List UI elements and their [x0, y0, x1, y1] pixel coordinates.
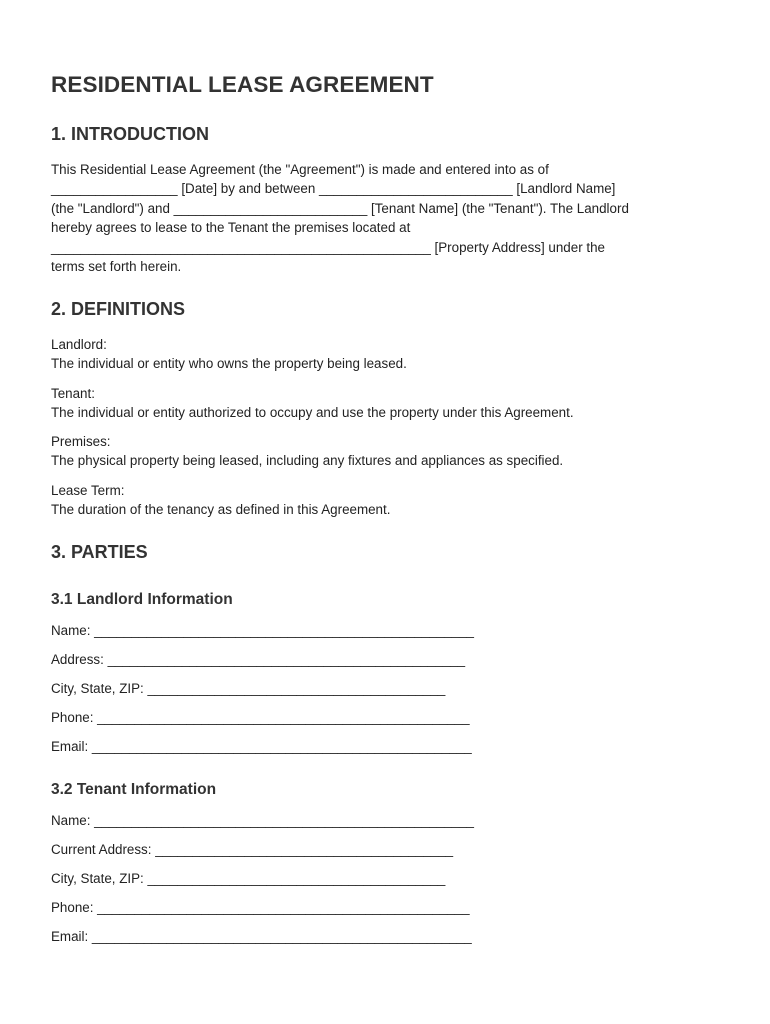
document-title: RESIDENTIAL LEASE AGREEMENT	[51, 72, 434, 97]
definitions-heading: 2. DEFINITIONS	[51, 299, 186, 319]
definition-term: Lease Term:	[51, 483, 125, 498]
introduction-line: _________________ [Date] by and between __________________________ [Landlord Name]	[51, 181, 616, 196]
definition-term: Landlord:	[51, 337, 107, 352]
introduction-line: ___________________________________________________ [Property Address] under the	[51, 240, 605, 255]
definition-term: Tenant:	[51, 386, 95, 401]
landlord-email-field[interactable]: Email: ___________________________________________________	[51, 739, 472, 754]
tenant-phone-field[interactable]: Phone: __________________________________________________	[51, 900, 470, 915]
parties-heading: 3. PARTIES	[51, 542, 148, 562]
tenant-city-state-zip-field[interactable]: City, State, ZIP: ________________________________________	[51, 871, 446, 886]
definition-text: The individual or entity who owns the property being leased.	[51, 356, 407, 371]
landlord-city-state-zip-field[interactable]: City, State, ZIP: ________________________________________	[51, 681, 446, 696]
introduction-line: hereby agrees to lease to the Tenant the premises located at	[51, 220, 411, 235]
landlord-info-heading: 3.1 Landlord Information	[51, 591, 233, 608]
landlord-address-field[interactable]: Address: ________________________________________________	[51, 652, 466, 667]
introduction-heading: 1. INTRODUCTION	[51, 124, 210, 144]
tenant-info-heading: 3.2 Tenant Information	[51, 781, 217, 798]
introduction-line: (the "Landlord") and __________________________ [Tenant Name] (the "Tenant"). The Landlord	[51, 201, 629, 216]
definition-text: The physical property being leased, including any fixtures and appliances as specified.	[51, 453, 564, 468]
definition-text: The individual or entity authorized to occupy and use the property under this Agreement.	[51, 405, 574, 420]
introduction-line: terms set forth herein.	[51, 259, 182, 274]
tenant-current-address-field[interactable]: Current Address: ________________________________________	[51, 842, 454, 857]
tenant-name-field[interactable]: Name: ___________________________________________________	[51, 813, 474, 828]
definition-text: The duration of the tenancy as defined in this Agreement.	[51, 502, 391, 517]
definition-term: Premises:	[51, 434, 111, 449]
landlord-phone-field[interactable]: Phone: __________________________________________________	[51, 710, 470, 725]
landlord-name-field[interactable]: Name: ___________________________________________________	[51, 623, 474, 638]
tenant-email-field[interactable]: Email: ___________________________________________________	[51, 929, 472, 944]
introduction-line: This Residential Lease Agreement (the "Agreement") is made and entered into as of	[51, 162, 549, 177]
